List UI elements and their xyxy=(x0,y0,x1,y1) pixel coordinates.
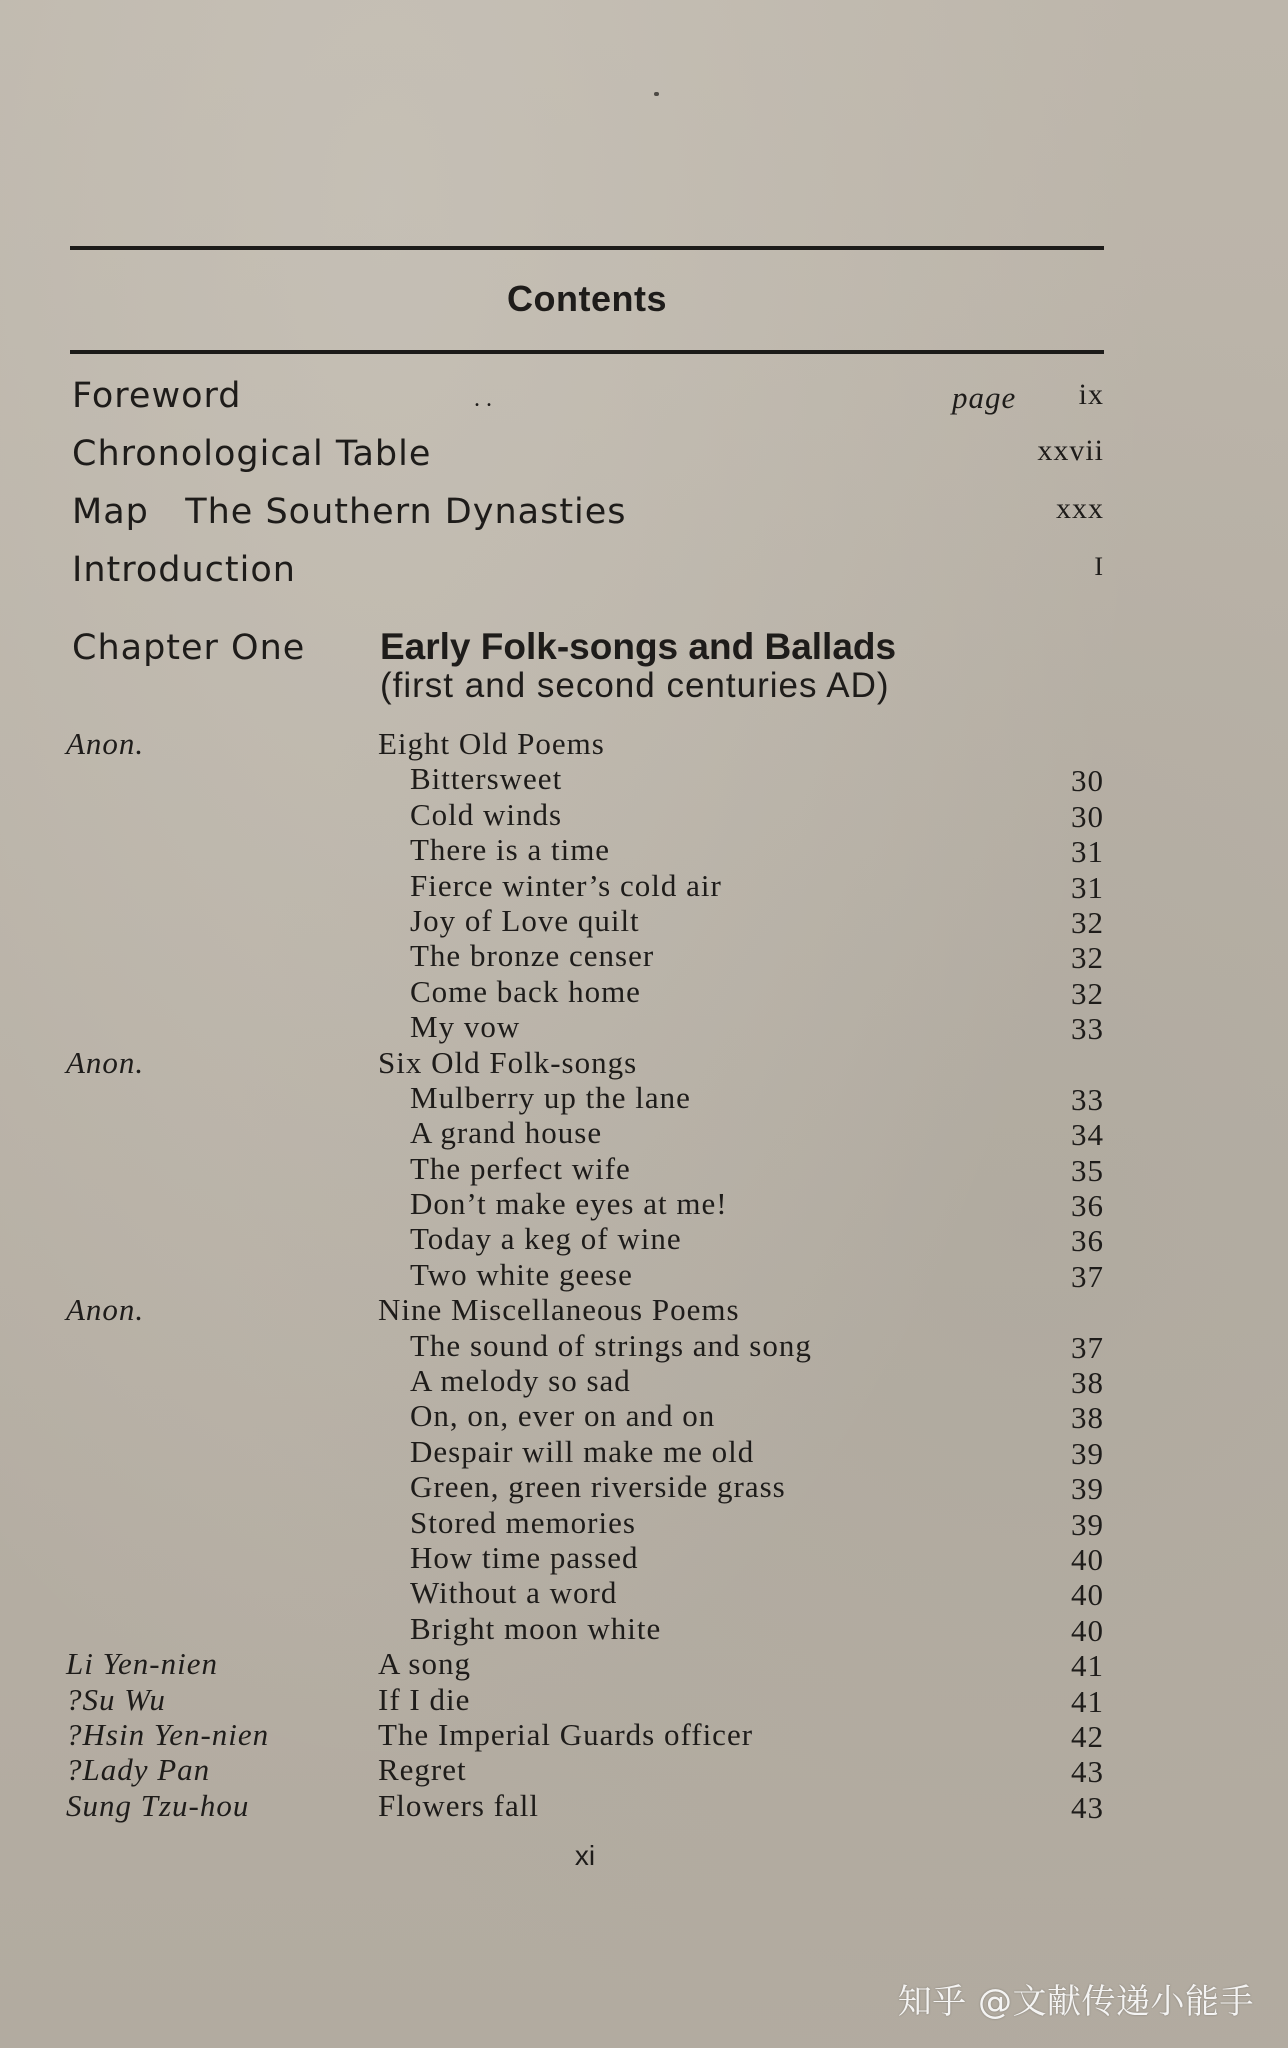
entry-title: Eight Old Poems xyxy=(378,726,605,761)
entry-title: There is a time xyxy=(410,832,611,868)
entry-page-number: 32 xyxy=(1071,975,1104,1011)
entry-author: Li Yen-nien xyxy=(66,1646,218,1682)
chapter-subtitle: (first and second centuries AD) xyxy=(380,666,890,705)
toc-entry xyxy=(0,1607,1288,1648)
entry-page-number: 37 xyxy=(1071,1258,1104,1294)
entry-title: On, on, ever on and on xyxy=(410,1398,716,1434)
entry-page-number: 33 xyxy=(1071,1081,1104,1117)
entry-page-number: 31 xyxy=(1071,869,1104,905)
toc-entry xyxy=(0,1005,1288,1047)
entry-page-number: 30 xyxy=(1071,763,1104,799)
entry-title: Six Old Folk-songs xyxy=(378,1044,638,1080)
entry-page-number: 39 xyxy=(1071,1471,1104,1507)
toc-entry xyxy=(0,1678,1288,1719)
entry-title: Fierce winter’s cold air xyxy=(410,867,722,903)
chapter-label: Chapter One xyxy=(72,628,306,668)
entry-title: Green, green riverside grass xyxy=(410,1469,786,1505)
toc-entry xyxy=(0,1713,1288,1754)
contents-heading: Contents xyxy=(507,278,667,319)
toc-entry xyxy=(0,1147,1288,1188)
toc-entry xyxy=(0,1465,1288,1507)
front-page-map: xxx xyxy=(1056,492,1104,525)
front-item-chronological-table: Chronological Table xyxy=(72,434,432,474)
front-item-foreword: Foreword xyxy=(72,376,242,416)
toc-entry xyxy=(0,1217,1288,1259)
entry-title: Bittersweet xyxy=(410,761,563,797)
toc-entry xyxy=(0,722,1288,761)
entry-page-number: 37 xyxy=(1071,1329,1104,1365)
toc-entry xyxy=(0,1501,1288,1542)
entry-page-number: 41 xyxy=(1071,1648,1104,1684)
entry-title: Today a keg of wine xyxy=(410,1221,682,1257)
entry-title: My vow xyxy=(410,1009,521,1045)
entry-title: The Imperial Guards officer xyxy=(378,1716,754,1752)
entry-author: Anon. xyxy=(66,1044,145,1080)
toc-entry xyxy=(0,934,1288,976)
front-page-introduction: I xyxy=(1094,552,1104,581)
entry-title: A melody so sad xyxy=(410,1363,631,1399)
entry-title: A grand house xyxy=(410,1115,603,1151)
entry-author: Anon. xyxy=(66,1292,145,1328)
entry-page-number: 40 xyxy=(1071,1541,1104,1577)
entry-title: Nine Miscellaneous Poems xyxy=(378,1292,740,1328)
page-word-label: page xyxy=(952,380,1017,415)
entry-page-number: 31 xyxy=(1071,834,1104,870)
toc-entry xyxy=(0,1394,1288,1436)
entry-title: The perfect wife xyxy=(410,1150,631,1186)
toc-entry xyxy=(0,757,1288,799)
entry-title: Stored memories xyxy=(410,1504,636,1540)
entry-title: Flowers fall xyxy=(378,1787,539,1823)
entry-page-number: 34 xyxy=(1071,1117,1104,1153)
entry-title: Regret xyxy=(378,1752,467,1788)
entry-page-number: 36 xyxy=(1071,1188,1104,1224)
entry-title: Don’t make eyes at me! xyxy=(410,1186,728,1222)
entry-page-number: 30 xyxy=(1071,798,1104,834)
entry-page-number: 40 xyxy=(1071,1612,1104,1648)
toc-entry xyxy=(0,1571,1288,1613)
front-item-introduction: Introduction xyxy=(72,550,296,590)
entry-page-number: 42 xyxy=(1071,1718,1104,1754)
entry-title: A song xyxy=(378,1646,471,1682)
toc-entry xyxy=(0,970,1288,1011)
toc-entry xyxy=(0,864,1288,905)
top-rule xyxy=(70,246,1104,250)
heading-bottom-rule xyxy=(70,350,1104,354)
entry-author: ?Hsin Yen-nien xyxy=(66,1716,270,1752)
entry-page-number: 41 xyxy=(1071,1683,1104,1719)
entry-page-number: 35 xyxy=(1071,1152,1104,1188)
entry-title: Despair will make me old xyxy=(410,1433,755,1469)
toc-entry xyxy=(0,1111,1288,1153)
toc-entry xyxy=(0,1182,1288,1224)
toc-entry xyxy=(0,1430,1288,1471)
front-page-chronological-table: xxvii xyxy=(1037,434,1104,467)
toc-entry xyxy=(0,1324,1288,1365)
entry-page-number: 39 xyxy=(1071,1506,1104,1542)
chapter-title: Early Folk-songs and Ballads xyxy=(380,626,897,667)
entry-page-number: 40 xyxy=(1071,1577,1104,1613)
toc-entry xyxy=(0,828,1288,870)
entry-title: Without a word xyxy=(410,1575,618,1611)
entry-title: Joy of Love quilt xyxy=(410,902,640,938)
entry-title: Two white geese xyxy=(410,1256,633,1292)
toc-entry xyxy=(0,1748,1288,1790)
front-item-map: Map The Southern Dynasties xyxy=(72,492,627,532)
toc-entry xyxy=(0,1076,1288,1117)
toc-entry xyxy=(0,1288,1288,1328)
entry-author: Sung Tzu-hou xyxy=(66,1787,250,1823)
entry-title: The bronze censer xyxy=(410,938,655,974)
toc-entry xyxy=(0,1642,1288,1684)
entry-page-number: 32 xyxy=(1071,904,1104,940)
entry-author: ?Su Wu xyxy=(66,1681,166,1717)
contents-entries xyxy=(0,722,1288,1825)
toc-entry xyxy=(0,1536,1288,1577)
entry-title: Come back home xyxy=(410,973,641,1009)
entry-author: ?Lady Pan xyxy=(66,1752,211,1788)
entry-author: Anon. xyxy=(66,726,145,761)
page-speck xyxy=(654,92,659,96)
toc-entry xyxy=(0,1359,1288,1401)
entry-page-number: 36 xyxy=(1071,1223,1104,1259)
entry-page-number: 43 xyxy=(1071,1789,1104,1825)
entry-title: The sound of strings and song xyxy=(410,1327,812,1363)
entry-page-number: 38 xyxy=(1071,1400,1104,1436)
toc-entry xyxy=(0,899,1288,940)
toc-entry xyxy=(0,1041,1288,1080)
front-page-foreword: ix xyxy=(1078,378,1104,411)
leader-dots: . . xyxy=(474,386,492,412)
toc-entry xyxy=(0,1253,1288,1294)
entry-title: If I die xyxy=(378,1681,471,1717)
toc-entry xyxy=(0,793,1288,834)
entry-title: Cold winds xyxy=(410,796,563,832)
entry-title: Mulberry up the lane xyxy=(410,1079,691,1115)
entry-page-number: 32 xyxy=(1071,940,1104,976)
toc-entry xyxy=(0,1784,1288,1825)
entry-page-number: 39 xyxy=(1071,1435,1104,1471)
entry-page-number: 43 xyxy=(1071,1754,1104,1790)
watermark: 知乎 @文献传递小能手 xyxy=(897,1982,1254,2022)
entry-title: How time passed xyxy=(410,1539,639,1575)
entry-title: Bright moon white xyxy=(410,1610,662,1646)
page-folio: xi xyxy=(574,1840,596,1871)
entry-page-number: 33 xyxy=(1071,1011,1104,1047)
entry-page-number: 38 xyxy=(1071,1365,1104,1401)
